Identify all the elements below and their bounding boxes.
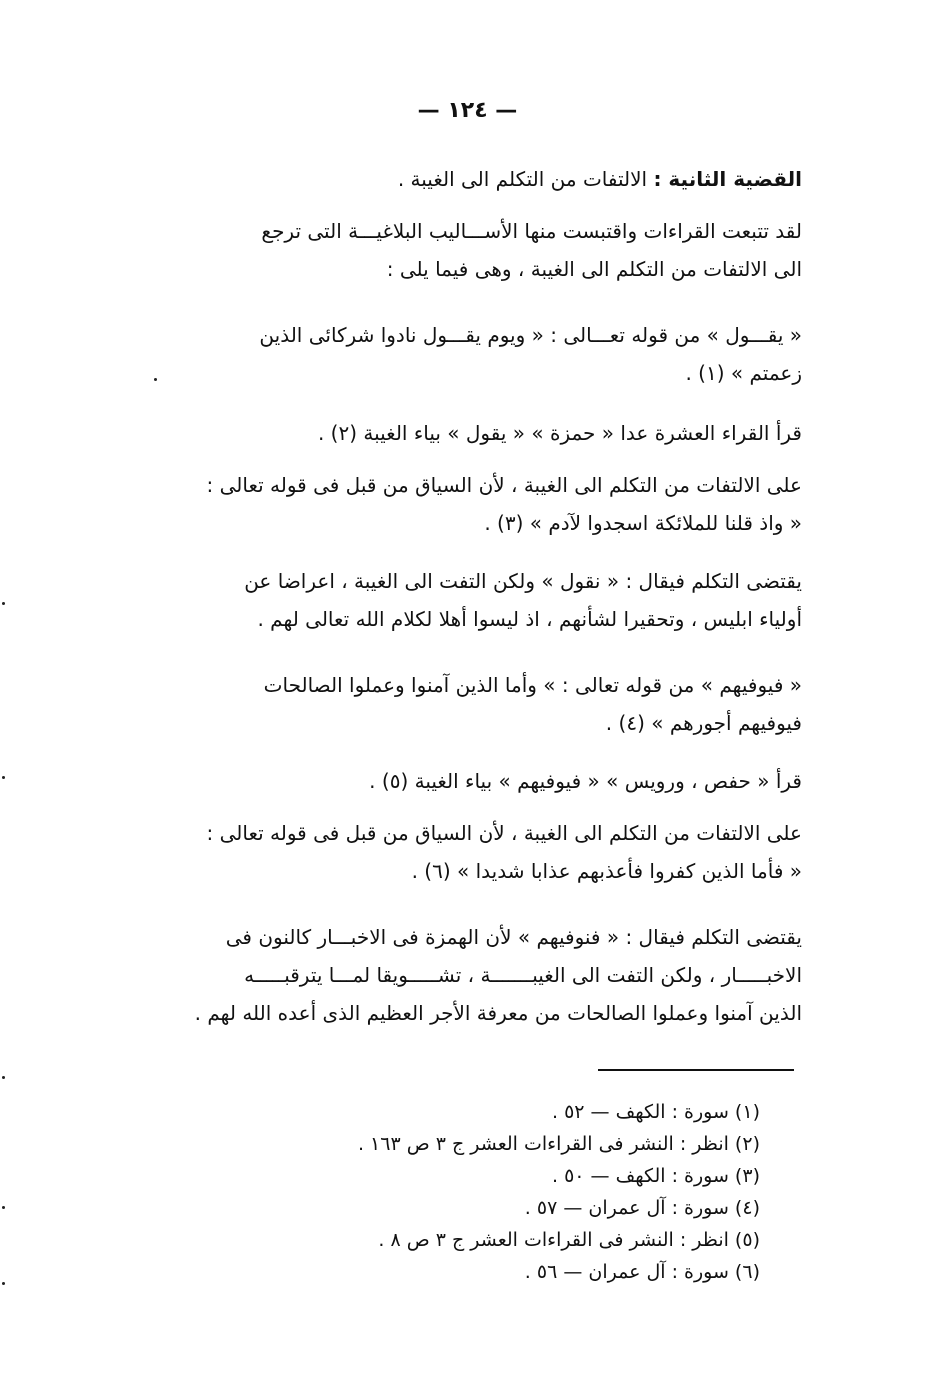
paragraph-line: فيوفيهم أجورهم » (٤) . [605, 711, 802, 735]
paragraph-line: لقد تتبعت القراءات واقتبست منها الأســـاليب البلاغيـــة التى ترجع [261, 219, 802, 243]
footnotes [160, 1096, 760, 1288]
footnote-item: (١) سورة : الكهف — ٥٢ . [551, 1101, 760, 1123]
footnote-item: (٦) سورة : آل عمران — ٥٦ . [524, 1261, 760, 1283]
footnote-item: (٤) سورة : آل عمران — ٥٧ . [524, 1197, 760, 1219]
paragraph [112, 762, 802, 800]
paragraph-line: على الالتفات من التكلم الى الغيبة ، لأن السياق من قبل فى قوله تعالى : [206, 821, 802, 845]
paragraph [112, 814, 802, 890]
issue-title: الالتفات من التكلم الى الغيبة . [397, 167, 648, 191]
footnote-item: (٢) انظر : النشر فى القراءات العشر ج ٣ ص ١٦٣ . [357, 1133, 760, 1155]
paragraph-line: زعمتم » (١) . [685, 361, 802, 385]
issue-heading [112, 160, 802, 198]
scan-speck [2, 776, 5, 779]
paragraph-line: « فأما الذين كفروا فأعذبهم عذابا شديدا » (٦) . [411, 859, 802, 883]
scan-speck [2, 602, 5, 605]
paragraph-line: « يقـــول » من قوله تعـــالى : « ويوم يقـــول نادوا شركائى الذين [259, 323, 802, 347]
paragraph [112, 666, 802, 742]
footnote-item: (٥) انظر : النشر فى القراءات العشر ج ٣ ص ٨ . [378, 1229, 760, 1251]
paragraph-line: « فيوفيهم » من قوله تعالى : » وأما الذين آمنوا وعملوا الصالحات [263, 673, 802, 697]
paragraph [112, 466, 802, 542]
paragraph [112, 316, 802, 392]
footnote-item: (٣) سورة : الكهف — ٥٠ . [551, 1165, 760, 1187]
paragraph-line: يقتضى التكلم فيقال : « فنوفيهم » لأن الهمزة فى الاخبـــار كالنون فى [225, 925, 802, 949]
paragraph [112, 918, 802, 1032]
paragraph-line: قرأ القراء العشرة عدا « حمزة » « يقول » بياء الغيبة (٢) . [317, 421, 802, 445]
paragraph-line: قرأ « حفص ، ورويس » « فيوفيهم » بياء الغيبة (٥) . [369, 769, 802, 793]
paragraph-line: الاخبـــــار ، ولكن التفت الى الغيبـــــــة ، تشـــــويقا لمـــا يترقبـــــه [244, 963, 802, 987]
scan-speck [2, 1076, 5, 1079]
scan-speck [2, 1206, 5, 1209]
page-number: — ١٢٤ — [417, 98, 518, 123]
paragraph-line: الذين آمنوا وعملوا الصالحات من معرفة الأجر العظيم الذى أعده الله لهم . [194, 1001, 802, 1025]
paragraph-line: يقتضى التكلم فيقال : « نقول » ولكن التفت الى الغيبة ، اعراضا عن [244, 569, 802, 593]
paragraph-line: على الالتفات من التكلم الى الغيبة ، لأن السياق من قبل فى قوله تعالى : [206, 473, 802, 497]
scan-speck [2, 1282, 5, 1285]
paragraph [112, 562, 802, 638]
footnote-divider [598, 1069, 794, 1071]
paragraph-line: « واذ قلنا للملائكة اسجدوا لآدم » (٣) . [484, 511, 802, 535]
paragraph-line: الى الالتفات من التكلم الى الغيبة ، وهى فيما يلى : [386, 257, 802, 281]
paragraph [112, 414, 802, 452]
paragraph [112, 212, 802, 288]
issue-label: القضية الثانية : [653, 167, 802, 191]
scan-speck [154, 378, 157, 381]
paragraph-line: أولياء ابليس ، وتحقيرا لشأنهم ، اذ ليسوا أهلا لكلام الله تعالى لهم . [257, 607, 802, 631]
